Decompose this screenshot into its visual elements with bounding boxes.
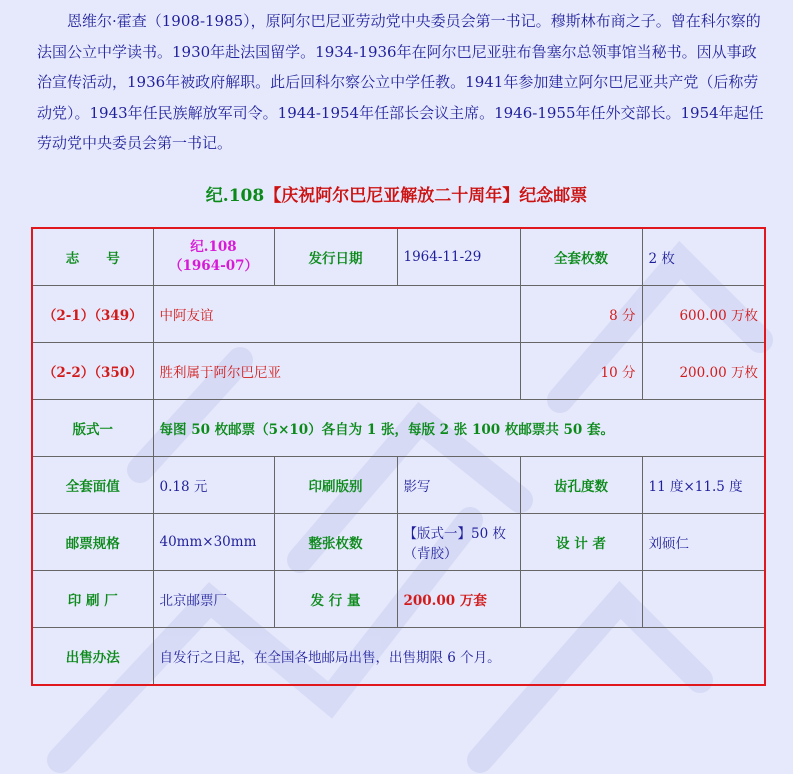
- issue-date-value: 1964-11-29: [397, 228, 520, 286]
- designer-label: 设 计 者: [520, 514, 642, 571]
- table-row: [32, 343, 765, 400]
- stamp-number: （2-2）（350）: [32, 343, 153, 400]
- stamp-set-code: 纪.108: [205, 186, 265, 206]
- stamp-face-value: 10 分: [520, 343, 642, 400]
- table-row: [32, 228, 765, 286]
- empty-cell: [520, 571, 642, 628]
- stamp-face-value: 8 分: [520, 286, 642, 343]
- print-method-label: 印刷版别: [274, 457, 397, 514]
- print-method-value: 影写: [397, 457, 520, 514]
- perforation-label: 齿孔度数: [520, 457, 642, 514]
- printer-label: 印 刷 厂: [32, 571, 153, 628]
- set-value-label: 全套面值: [32, 457, 153, 514]
- set-value: 0.18 元: [153, 457, 274, 514]
- zhihao-label: 志 号: [32, 228, 153, 286]
- set-count-value: 2 枚: [642, 228, 765, 286]
- format-label: 版式一: [32, 400, 153, 457]
- issued-quantity-label: 发 行 量: [274, 571, 397, 628]
- empty-cell: [642, 571, 765, 628]
- table-row: [32, 628, 765, 686]
- stamp-info-table: [31, 227, 766, 686]
- stamp-number: （2-1）（349）: [32, 286, 153, 343]
- stamp-set-name: 【庆祝阿尔巴尼亚解放二十周年】纪念邮票: [264, 186, 588, 206]
- perforation-value: 11 度×11.5 度: [642, 457, 765, 514]
- issue-date-label: 发行日期: [274, 228, 397, 286]
- stamp-name: 中阿友谊: [153, 286, 520, 343]
- table-row: [32, 514, 765, 571]
- zhihao-code: 纪.108: [190, 239, 237, 255]
- table-row: [32, 457, 765, 514]
- table-row: [32, 400, 765, 457]
- size-label: 邮票规格: [32, 514, 153, 571]
- sheet-count-value: 【版式一】50 枚（背胶）: [397, 514, 520, 571]
- sheet-count-label: 整张枚数: [274, 514, 397, 571]
- stamp-name: 胜利属于阿尔巴尼亚: [153, 343, 520, 400]
- zhihao-year: （1964-07）: [169, 258, 258, 274]
- issued-quantity-value: 200.00 万套: [397, 571, 520, 628]
- table-row: [32, 286, 765, 343]
- stamp-quantity: 600.00 万枚: [642, 286, 765, 343]
- sale-method-value: 自发行之日起，在全国各地邮局出售，出售期限 6 个月。: [153, 628, 765, 686]
- size-value: 40mm×30mm: [153, 514, 274, 571]
- designer-value: 刘硕仁: [642, 514, 765, 571]
- biography-paragraph: 恩维尔·霍查（1908-1985），原阿尔巴尼亚劳动党中央委员会第一书记。穆斯林布商之子。曾在科尔察的法国公立中学读书。1930年赴法国留学。1934-1936年在阿尔巴尼亚驻布鲁塞尔总领事馆当秘书。因从事政治宣传活动，1936年被政府解职。此后回科尔察公立中学任教。1941年参加建立阿尔巴尼亚共产党（后称劳动党）。1943年任民族解放军司令。1944-1954年任部长会议主席。1946-1955年任外交部长。1954年起任劳动党中央委员会第一书记。: [37, 12, 764, 152]
- printer-value: 北京邮票厂: [153, 571, 274, 628]
- format-value: 每图 50 枚邮票（5×10）各自为 1 张，每版 2 张 100 枚邮票共 50 套。: [153, 400, 765, 457]
- stamp-quantity: 200.00 万枚: [642, 343, 765, 400]
- stamp-set-title: [0, 181, 793, 206]
- table-row: [32, 571, 765, 628]
- sale-method-label: 出售办法: [32, 628, 153, 686]
- set-count-label: 全套枚数: [520, 228, 642, 286]
- zhihao-value: [153, 228, 274, 286]
